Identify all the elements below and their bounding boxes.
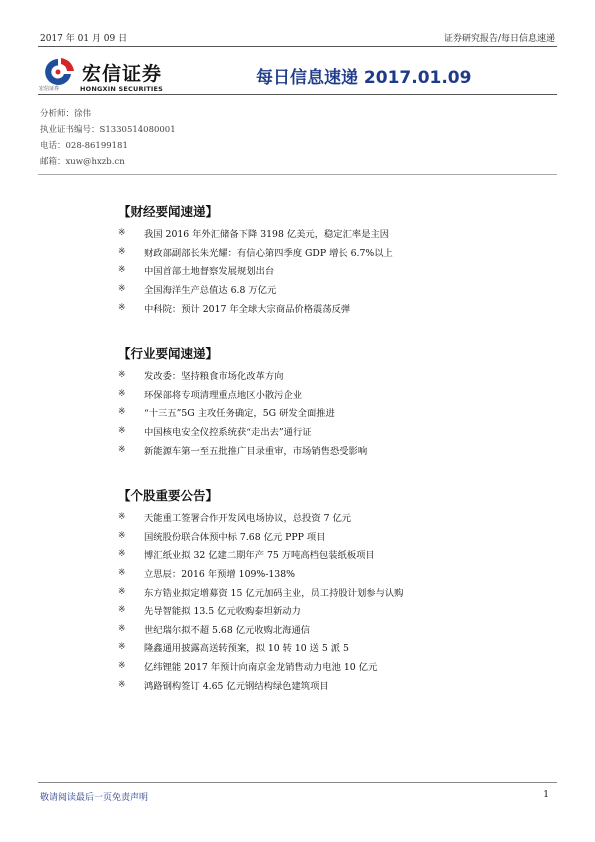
section-title: 【行业要闻速递】 bbox=[118, 346, 219, 361]
list-item bbox=[118, 675, 558, 694]
item-text: 中科院：预计 2017 年全球大宗商品价格震荡反弹 bbox=[144, 303, 351, 315]
item-text: 我国 2016 年外汇储备下降 3198 亿美元，稳定汇率是主因 bbox=[144, 229, 390, 241]
item-text: 新能源车第一至五批推广目录重审，市场销售恐受影响 bbox=[144, 445, 368, 457]
item-text: 环保部将专项清理重点地区小散污企业 bbox=[144, 389, 303, 401]
header-date: 2017 年 01 月 09 日 bbox=[40, 34, 128, 44]
logo-emblem-icon bbox=[38, 56, 78, 88]
bullet-icon: ※ bbox=[118, 302, 126, 313]
bullet-icon: ※ bbox=[118, 661, 126, 672]
item-text: 东方锆业拟定增募资 15 亿元加码主业，员工持股计划参与认购 bbox=[144, 587, 404, 599]
list-item bbox=[118, 508, 558, 527]
list-item bbox=[118, 403, 558, 422]
page-title: 每日信息速递 2017.01.09 bbox=[256, 68, 472, 88]
section-stock-announcements bbox=[118, 486, 558, 694]
item-text: 中国首部土地督察发展规划出台 bbox=[144, 266, 275, 278]
item-text: 亿纬锂能 2017 年预计向南京金龙销售动力电池 10 亿元 bbox=[144, 662, 378, 674]
bullet-icon: ※ bbox=[118, 370, 126, 381]
list-item bbox=[118, 298, 558, 317]
list-item bbox=[118, 582, 558, 601]
header-divider bbox=[38, 46, 557, 47]
list-item bbox=[118, 527, 558, 546]
list-item bbox=[118, 385, 558, 404]
bullet-icon: ※ bbox=[118, 426, 126, 437]
section-industry-news bbox=[118, 344, 558, 459]
bullet-icon: ※ bbox=[118, 549, 126, 560]
section-title: 【个股重要公告】 bbox=[118, 488, 219, 503]
item-text: 隆鑫通用披露高送转预案，拟 10 转 10 送 5 派 5 bbox=[144, 643, 349, 655]
item-text: 立思辰：2016 年预增 109%-138% bbox=[144, 569, 295, 581]
bullet-icon: ※ bbox=[118, 586, 126, 597]
bullet-icon: ※ bbox=[118, 388, 126, 399]
bullet-icon: ※ bbox=[118, 642, 126, 653]
item-text: 财政部副部长朱光耀：有信心第四季度 GDP 增长 6.7%以上 bbox=[144, 247, 393, 259]
analyst-phone: 电话：028-86199181 bbox=[40, 141, 128, 151]
list-item bbox=[118, 440, 558, 459]
list-item bbox=[118, 601, 558, 620]
bullet-icon: ※ bbox=[118, 284, 126, 295]
item-text: 全国海洋生产总值达 6.8 万亿元 bbox=[144, 285, 277, 297]
section-finance-news bbox=[118, 202, 558, 317]
list-item bbox=[118, 422, 558, 441]
item-text: 博汇纸业拟 32 亿建二期年产 75 万吨高档包装纸板项目 bbox=[144, 550, 375, 562]
item-text: 发改委：坚持粮食市场化改革方向 bbox=[144, 371, 284, 383]
footer-divider bbox=[38, 782, 557, 783]
company-logo bbox=[38, 56, 188, 96]
logo-name-cn: 宏信证券 bbox=[82, 63, 163, 85]
item-text: 世纪瑞尔拟不超 5.68 亿元收购北海通信 bbox=[144, 624, 311, 636]
item-text: 中国核电安全仪控系统获“走出去”通行证 bbox=[144, 427, 312, 439]
logo-tag: 宏信证券 bbox=[39, 86, 60, 92]
info-divider bbox=[38, 174, 557, 175]
analyst-name: 分析师：徐伟 bbox=[40, 109, 92, 119]
title-divider bbox=[38, 94, 557, 95]
list-item bbox=[118, 224, 558, 243]
analyst-license: 执业证书编号：S1330514080001 bbox=[40, 125, 176, 135]
list-item bbox=[118, 243, 558, 262]
bullet-icon: ※ bbox=[118, 568, 126, 579]
bullet-icon: ※ bbox=[118, 228, 126, 239]
bullet-icon: ※ bbox=[118, 623, 126, 634]
bullet-icon: ※ bbox=[118, 246, 126, 257]
bullet-icon: ※ bbox=[118, 512, 126, 523]
list-item bbox=[118, 620, 558, 639]
item-text: “十三五”5G 主攻任务确定，5G 研发全面推进 bbox=[144, 408, 335, 420]
section-title: 【财经要闻速递】 bbox=[118, 204, 219, 219]
list-item bbox=[118, 564, 558, 583]
list-item bbox=[118, 638, 558, 657]
analyst-email[interactable]: 邮箱：xuw@hxzb.cn bbox=[40, 157, 125, 167]
item-text: 鸿路钢构签订 4.65 亿元钢结构绿色建筑项目 bbox=[144, 680, 329, 692]
list-item bbox=[118, 657, 558, 676]
bullet-icon: ※ bbox=[118, 444, 126, 455]
bullet-icon: ※ bbox=[118, 265, 126, 276]
bullet-icon: ※ bbox=[118, 530, 126, 541]
list-item bbox=[118, 261, 558, 280]
bullet-icon: ※ bbox=[118, 605, 126, 616]
analyst-info bbox=[40, 106, 176, 170]
item-text: 先导智能拟 13.5 亿元收购泰坦新动力 bbox=[144, 606, 301, 618]
bullet-icon: ※ bbox=[118, 407, 126, 418]
list-item bbox=[118, 280, 558, 299]
list-item bbox=[118, 366, 558, 385]
logo-name-en: HONGXIN SECURITIES bbox=[80, 85, 164, 93]
list-item bbox=[118, 545, 558, 564]
page-number: 1 bbox=[543, 790, 549, 800]
footer-disclaimer-link[interactable]: 敬请阅读最后一页免责声明 bbox=[40, 793, 149, 803]
bullet-icon: ※ bbox=[118, 679, 126, 690]
item-text: 天能重工签署合作开发风电场协议，总投资 7 亿元 bbox=[144, 513, 352, 525]
header-category: 证券研究报告/每日信息速递 bbox=[443, 34, 555, 44]
item-text: 国统股份联合体预中标 7.68 亿元 PPP 项目 bbox=[144, 531, 326, 543]
